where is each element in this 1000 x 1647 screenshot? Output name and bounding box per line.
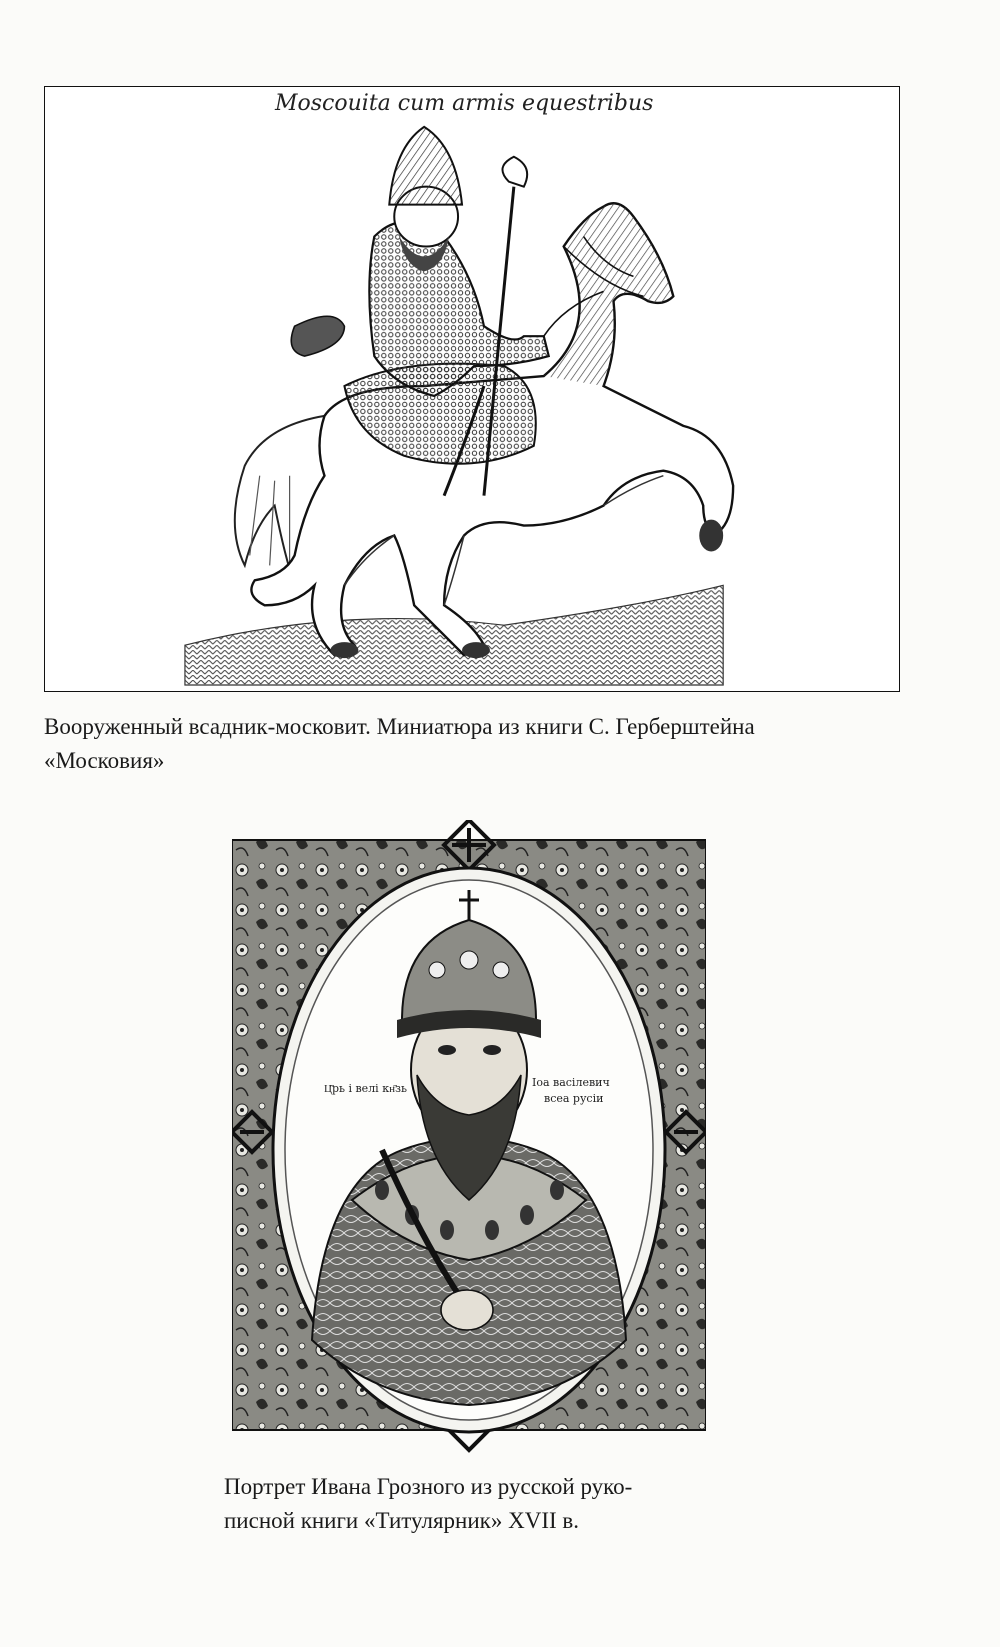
horseman-engraving (44, 86, 900, 692)
horse-hoof (699, 520, 723, 552)
axe-head (502, 157, 527, 187)
rider-helmet (389, 127, 462, 205)
portrait-inscription-right: Іоа васілевич (532, 1076, 610, 1089)
horse-hoof (462, 642, 490, 658)
horse-hoof (330, 642, 358, 658)
quiver (291, 316, 344, 356)
engraving-inscription: Moscouita cum armis equestribus (275, 91, 654, 116)
caption-horseman (44, 710, 904, 778)
tsar-hand (441, 1290, 493, 1330)
portrait-inscription-right: всеа русіи (544, 1092, 604, 1105)
caption-portrait (224, 1470, 784, 1538)
horseman-illustration (45, 87, 899, 691)
ivan-portrait (232, 820, 706, 1456)
ivan-portrait-illustration (232, 820, 706, 1456)
portrait-inscription-left: Ц҃рь і велі кн҃зь (324, 1082, 407, 1095)
caption-line: писной книги «Титулярник» XVII в. (224, 1508, 579, 1533)
caption-line: Портрет Ивана Грозного из русской руко- (224, 1474, 633, 1499)
caption-line: «Московия» (44, 748, 165, 773)
caption-line: Вооруженный всадник-московит. Миниатюра из книги С. Герберштейна (44, 714, 755, 739)
rider-body (369, 222, 548, 396)
